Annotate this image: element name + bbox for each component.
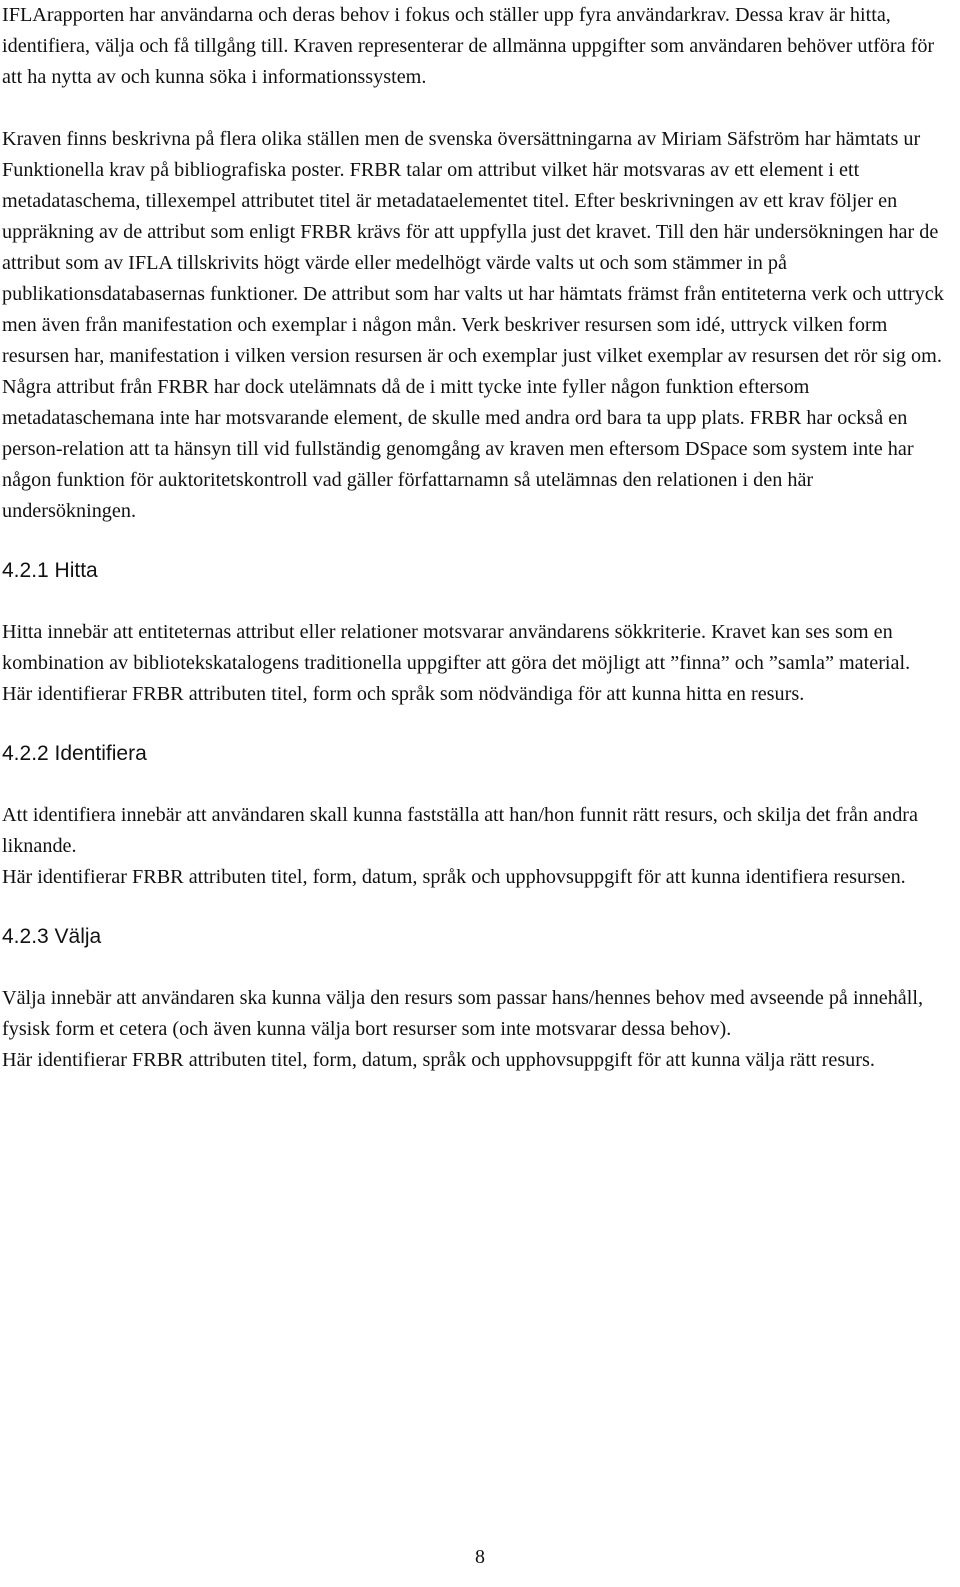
section-paragraph: Hitta innebär att entiteternas attribut eller relationer motsvarar användarens sökkriterie. Kravet kan ses som en kombination av bibliotekskatalogens traditionella uppgifter att göra det möjligt att ”finna” och ”samla” material.	[2, 621, 911, 674]
section-paragraph: Här identifierar FRBR attributen titel, form och språk som nödvändiga för att kunna hitta en resurs.	[2, 683, 805, 705]
section-heading-valja: 4.2.3 Välja	[2, 925, 102, 948]
body-paragraph: Kraven finns beskrivna på flera olika ställen men de svenska översättningarna av Miriam Säfström har hämtats ur Funktionella krav på bibliografiska poster. FRBR talar om attribut vilket här motsvaras av ett element i ett metadataschema, tillexempel attributet titel är metadataelementet titel. Efter beskrivningen av ett krav följer en uppräkning av de attribut som enligt FRBR krävs för att uppfylla just det kravet. Till den här undersökningen har de attribut som av IFLA tillskrivits högt värde eller medelhögt värde valts ut och som stämmer in på publikationsdatabasernas funktioner. De attribut som har valts ut har hämtats främst från entiteterna verk och uttryck men även från manifestation och exemplar i någon mån. Verk beskriver resursen som idé, uttryck vilken form resursen har, manifestation i vilken version resursen är och exemplar just vilket exemplar av resursen det rör sig om. Några attribut från FRBR har dock utelämnats då de i mitt tycke inte fyller någon funktion eftersom metadataschemana inte har motsvarande element, de skulle med andra ord bara ta upp plats. FRBR har också en person-relation att ta hänsyn till vid fullständig genomgång av kraven men eftersom DSpace som system inte har någon funktion för auktoritetskontroll vad gäller författarnamn så utelämnas den relationen i den här undersökningen.	[2, 128, 944, 522]
section-paragraph: Välja innebär att användaren ska kunna välja den resurs som passar hans/hennes behov med avseende på innehåll, fysisk form et cetera (och även kunna välja bort resurser som inte motsvarar dessa behov).	[2, 987, 924, 1040]
intro-paragraph: IFLArapporten har användarna och deras behov i fokus och ställer upp fyra användarkrav. Dessa krav är hitta, identifiera, välja och få tillgång till. Kraven representerar de allmänna uppgifter som användaren behöver utföra för att ha nytta av och kunna söka i informationssystem.	[2, 4, 935, 88]
section-paragraph: Att identifiera innebär att användaren skall kunna fastställa att han/hon funnit rätt resurs, och skilja det från andra liknande.	[2, 804, 918, 857]
page-number: 8	[475, 1546, 485, 1568]
section-heading-hitta: 4.2.1 Hitta	[2, 559, 98, 582]
section-heading-identifiera: 4.2.2 Identifiera	[2, 742, 147, 765]
section-paragraph: Här identifierar FRBR attributen titel, form, datum, språk och upphovsuppgift för att kunna identifiera resursen.	[2, 866, 906, 888]
document-page	[2, 0, 952, 1076]
section-paragraph: Här identifierar FRBR attributen titel, form, datum, språk och upphovsuppgift för att kunna välja rätt resurs.	[2, 1049, 875, 1071]
